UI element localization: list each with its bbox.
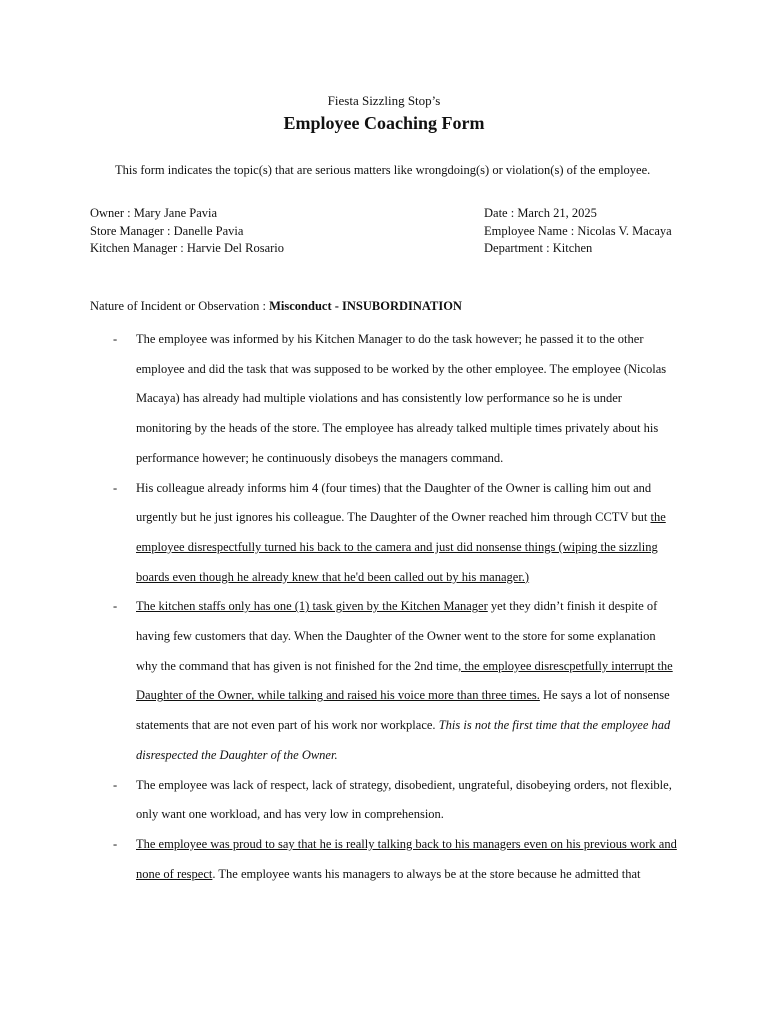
info-left-column xyxy=(90,205,284,258)
form-title: Employee Coaching Form xyxy=(283,113,485,133)
incident-nature-label: Nature of Incident or Observation : xyxy=(90,299,270,313)
form-intro: This form indicates the topic(s) that are serious matters like wrongdoing(s) or violation(s) of the employee. xyxy=(115,163,651,177)
item-text-underlined: the employee disrespectfully turned his back to the camera and just did nonsense things (wiping the sizzling boards even though he already knew that he'd been called out by his manager.) xyxy=(136,510,666,584)
bullet-dash: - xyxy=(113,332,118,346)
item-text: . The employee wants his managers to always be at the store because he admitted that xyxy=(212,866,641,881)
item-text-italic: This is not the first time that the employee had disrespected the Daughter of the Owner. xyxy=(136,718,671,762)
incident-item xyxy=(90,771,680,830)
item-text-underlined: The employee was proud to say that he is really talking back to his managers even on his previous work and none of respect xyxy=(136,836,677,881)
bullet-dash: - xyxy=(113,777,118,792)
company-name: Fiesta Sizzling Stop’s xyxy=(327,93,441,108)
item-text: His colleague already informs him 4 (four times) that the Daughter of the Owner is calling him out and urgently but he just ignores his colleague. The Daughter of the Owner reached him through CCTV but xyxy=(136,480,652,525)
bullet-dash: - xyxy=(113,480,118,495)
kitchen-manager-line: Kitchen Manager : Harvie Del Rosario xyxy=(90,241,285,255)
info-right-column xyxy=(484,205,672,258)
incident-item xyxy=(90,325,680,474)
owner-line: Owner : Mary Jane Pavia xyxy=(90,206,218,220)
incident-item xyxy=(90,474,680,593)
incident-item xyxy=(90,830,680,889)
incident-nature-value: Misconduct - INSUBORDINATION xyxy=(269,299,462,313)
bullet-dash: - xyxy=(113,836,118,851)
item-text: The employee was informed by his Kitchen Manager to do the task however; he passed it to the other employee and did the task that was supposed to be worked by the other employee. The employee (Nicolas Macaya) has already had multiple violations and has consistently low performance so he is under monitoring by the heads of the store. The employee has already talked multiple times privately about his performance however; he continuously disobeys the managers command. xyxy=(136,332,667,465)
date-line: Date : March 21, 2025 xyxy=(484,206,597,220)
item-text: yet they didn’t finish it despite of having few customers that day. When the Daughter of the Owner went to the store for some explanation why the command that has given is not finished for the 2nd time xyxy=(136,599,658,673)
item-text-underlined: The kitchen staffs only has one (1) task given by the Kitchen Manager xyxy=(136,599,488,614)
incident-item xyxy=(90,592,680,770)
item-text-underlined: , the employee disrescpetfully interrupt the Daughter of the Owner, while talking and raised his voice more than three times. xyxy=(136,658,673,703)
employee-name-line: Employee Name : Nicolas V. Macaya xyxy=(484,223,672,238)
item-text: He says a lot of nonsense statements that are not even part of his work nor workplace. xyxy=(136,688,670,733)
incident-nature xyxy=(90,299,462,314)
item-text: The employee was lack of respect, lack of strategy, disobedient, ungrateful, disobeying orders, not flexible, only want one workload, and has very low in comprehension. xyxy=(136,777,672,822)
department-line: Department : Kitchen xyxy=(484,241,593,255)
store-manager-line: Store Manager : Danelle Pavia xyxy=(90,223,244,238)
bullet-dash: - xyxy=(113,599,118,614)
incident-list xyxy=(90,325,680,889)
